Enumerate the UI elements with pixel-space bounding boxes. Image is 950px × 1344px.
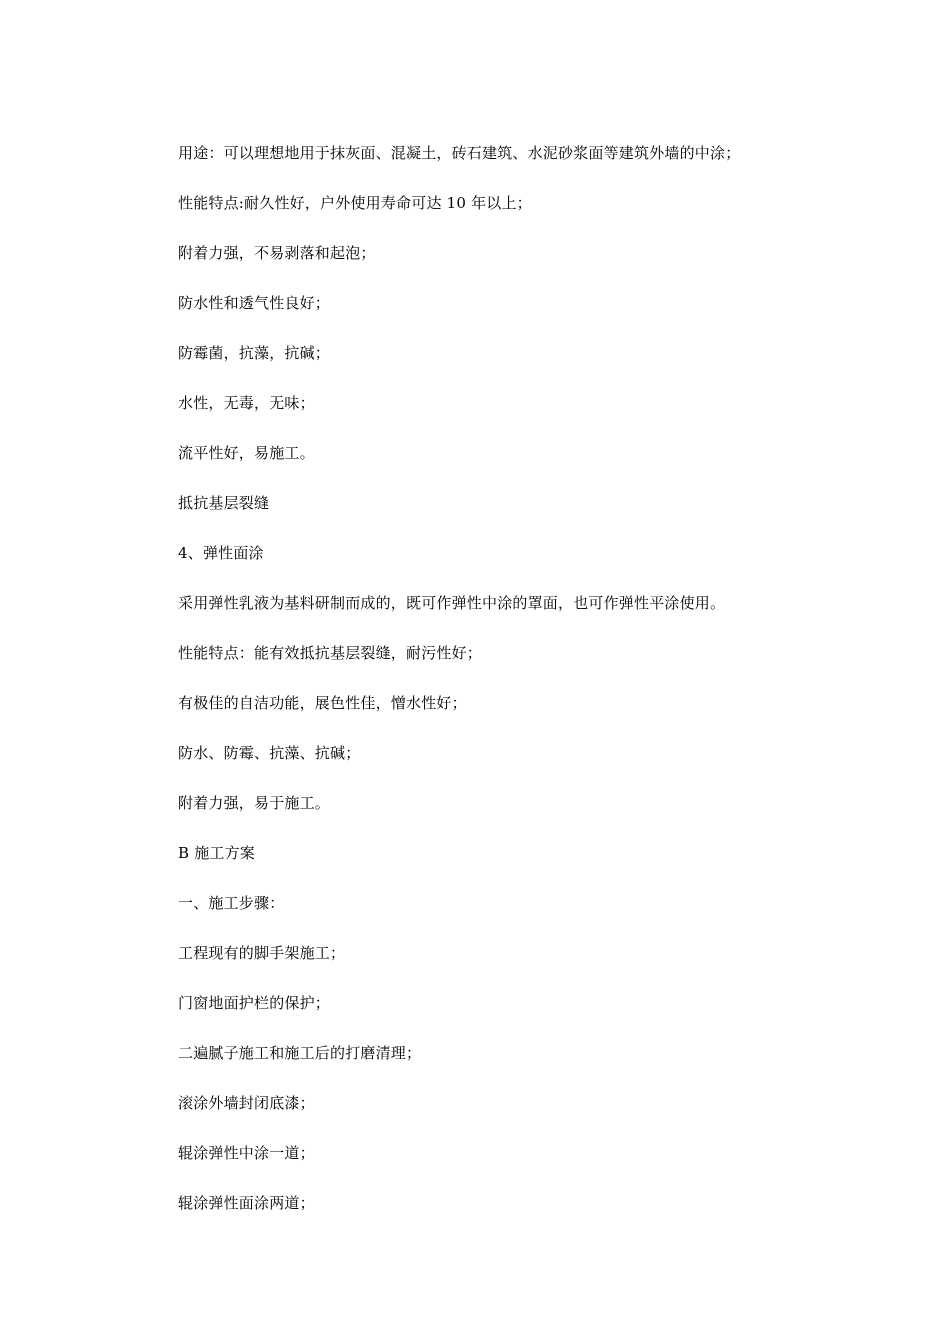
text-line-topcoat-features: 性能特点：能有效抵抗基层裂缝，耐污性好； [178,644,483,662]
text-line-leveling: 流平性好，易施工。 [178,444,315,462]
text-line-anti-mold: 防霉菌，抗藻，抗碱； [178,344,331,362]
document-body [178,141,858,1241]
text-line-water-based: 水性，无毒，无味； [178,394,315,412]
step-primer: 滚涂外墙封闭底漆； [178,1094,315,1112]
text-line-usage: 用途：可以理想地用于抹灰面、混凝土，砖石建筑、水泥砂浆面等建筑外墙的中涂； [178,144,741,162]
text-line-topcoat-description: 采用弹性乳液为基料研制而成的，既可作弹性中涂的罩面，也可作弹性平涂使用。 [178,594,726,612]
step-putty: 二遍腻子施工和施工后的打磨清理； [178,1044,422,1062]
section-heading-elastic-topcoat: 4、弹性面涂 [178,544,264,562]
step-scaffolding: 工程现有的脚手架施工； [178,944,346,962]
section-heading-construction-plan: B 施工方案 [178,844,255,862]
text-line-adhesion: 附着力强，不易剥落和起泡； [178,244,376,262]
text-line-waterproof-breathable: 防水性和透气性良好； [178,294,331,312]
step-topcoat: 辊涂弹性面涂两道； [178,1194,315,1212]
text-line-self-cleaning: 有极佳的自洁功能，展色性佳，憎水性好； [178,694,467,712]
step-midcoat: 辊涂弹性中涂一道； [178,1144,315,1162]
text-line-crack-resistance: 抵抗基层裂缝 [178,494,270,512]
step-protection: 门窗地面护栏的保护； [178,994,331,1012]
text-line-easy-application: 附着力强，易于施工。 [178,794,331,812]
subsection-heading-construction-steps: 一、施工步骤： [178,894,285,912]
text-line-performance-features: 性能特点:耐久性好，户外使用寿命可达 10 年以上； [178,194,532,212]
text-line-protection: 防水、防霉、抗藻、抗碱； [178,744,361,762]
